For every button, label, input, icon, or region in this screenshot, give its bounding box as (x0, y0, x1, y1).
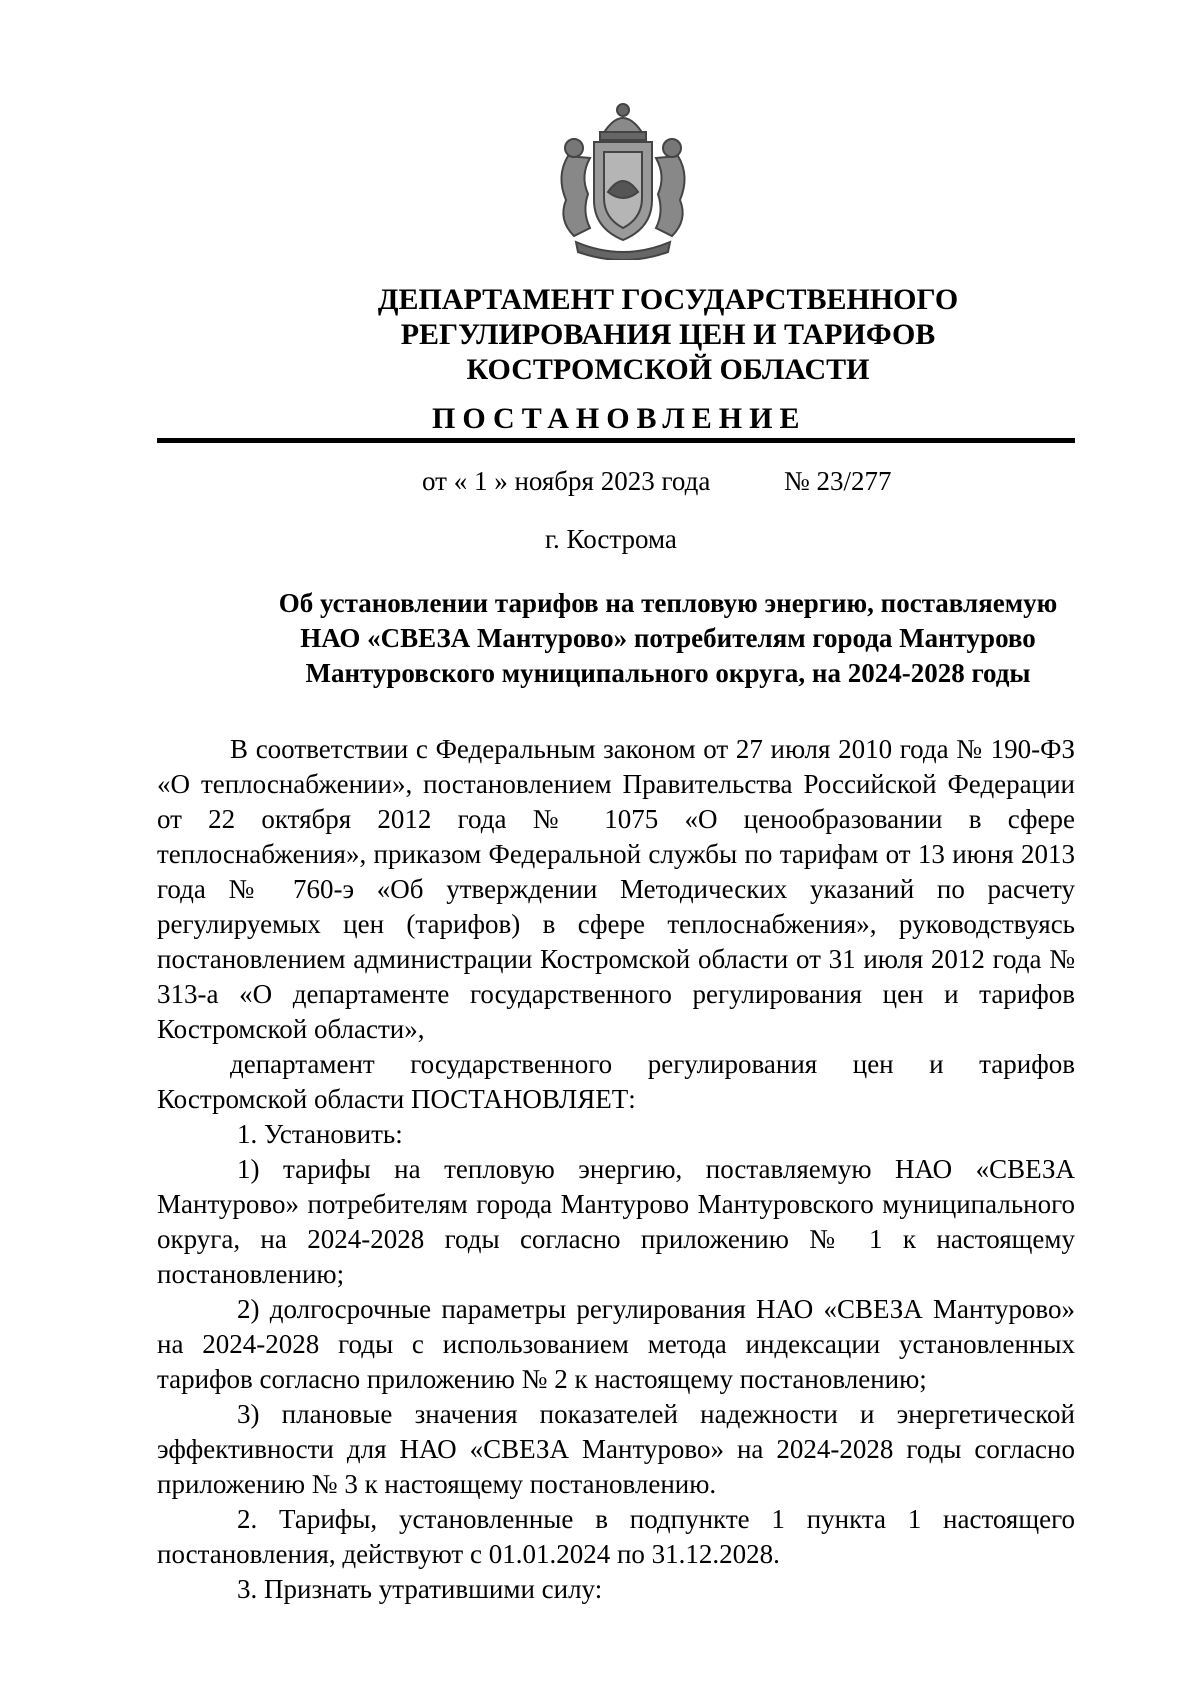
item-1: 1. Установить: (237, 1119, 403, 1149)
item-1-3: 3) плановые значения показателей надежности и энергетической эффективности для НАО «СВЕЗА Мантурово» на 2024-2028 годы согласно приложению № 3 к настоящему постановлению. (157, 1399, 1075, 1499)
decree-number: № 23/277 (784, 466, 892, 496)
coat-of-arms-icon (548, 96, 698, 260)
item-3: 3. Признать утратившими силу: (237, 1574, 603, 1604)
decree-body (157, 732, 1075, 1607)
resolves-paragraph: департамент государственного регулирования цен и тарифов Костромской области ПОСТАНОВЛЯЕТ: (157, 1049, 1075, 1114)
item-1-1: 1) тарифы на тепловую энергию, поставляемую НАО «СВЕЗА Мантурово» потребителям города Мантурово Мантуровского муниципального округа, на 2024-2028 годы согласно приложению № 1 к настоящему постановлению; (157, 1154, 1075, 1289)
header-divider (157, 438, 1075, 443)
subject-line: НАО «СВЕЗА Мантурово» потребителям города Мантурово (300, 623, 1036, 653)
city: г. Кострома (545, 524, 677, 554)
subject-line: Мантуровского муниципального округа, на 2024-2028 годы (305, 658, 1031, 688)
decree-date: от « 1 » ноября 2023 года (422, 466, 711, 496)
date-line (422, 466, 892, 497)
department-line: РЕГУЛИРОВАНИЯ ЦЕН И ТАРИФОВ (400, 318, 936, 351)
decree-subject (0, 586, 1200, 691)
item-1-2: 2) долгосрочные параметры регулирования НАО «СВЕЗА Мантурово» на 2024-2028 годы с использованием метода индексации установленных тарифов согласно приложению № 2 к настоящему постановлению; (157, 1294, 1075, 1394)
item-2: 2. Тарифы, установленные в подпункте 1 пункта 1 настоящего постановления, действуют с 01.01.2024 по 31.12.2028. (157, 1504, 1075, 1569)
decree-title: ПОСТАНОВЛЕНИЕ (432, 402, 807, 435)
department-name (0, 282, 1200, 387)
department-line: ДЕПАРТАМЕНТ ГОСУДАРСТВЕННОГО (377, 283, 959, 316)
preamble-paragraph: В соответствии с Федеральным законом от 27 июля 2010 года № 190-ФЗ «О теплоснабжении», постановлением Правительства Российской Федерации от 22 октября 2012 года № 1075 «О ценообразовании в сфере теплоснабжения», приказом Федеральной службы по тарифам от 13 июня 2013 года № 760-э «Об утверждении Методических указаний по расчету регулируемых цен (тарифов) в сфере теплоснабжения», руководствуясь постановлением администрации Костромской области от 31 июля 2012 года № 313-а «О департаменте государственного регулирования цен и тарифов Костромской области», (157, 734, 1075, 1044)
department-line: КОСТРОМСКОЙ ОБЛАСТИ (466, 353, 870, 386)
subject-line: Об установлении тарифов на тепловую энергию, поставляемую (278, 588, 1058, 618)
